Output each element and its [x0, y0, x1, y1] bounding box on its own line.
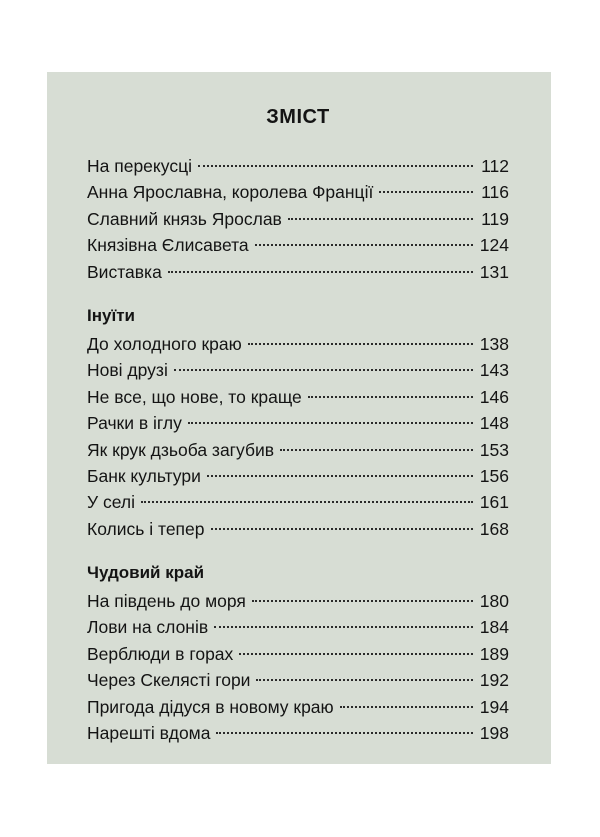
- toc-entry-label: Виставка: [87, 261, 162, 282]
- dot-leader: [174, 369, 473, 371]
- toc-entry-label: Нові друзі: [87, 360, 168, 381]
- toc-entry-page: 119: [481, 208, 509, 229]
- toc-entry-page: 138: [479, 333, 509, 354]
- toc-entry-label: На перекусці: [87, 156, 192, 176]
- toc-entry: [87, 259, 509, 285]
- toc-section: [87, 560, 509, 746]
- toc-entry: [87, 357, 509, 383]
- toc-entry-label: Верблюди в горах: [87, 643, 234, 664]
- toc-entry-label: До холодного краю: [87, 333, 242, 354]
- toc-entry-page: 148: [479, 413, 509, 434]
- toc-entry-label: Славний князь Ярослав: [87, 208, 282, 229]
- toc-entry-label: Пригода дідуся в новому краю: [87, 696, 334, 717]
- dot-leader: [280, 449, 473, 451]
- toc-entry: [87, 641, 509, 667]
- toc-entry: [87, 694, 509, 720]
- toc-entry: [87, 410, 509, 436]
- toc-entry-label: Нарешті вдома: [87, 723, 211, 744]
- toc-entry-page: 198: [479, 723, 509, 744]
- toc-entry-page: 184: [479, 617, 509, 638]
- toc-section: [87, 303, 509, 542]
- toc-entry: [87, 614, 509, 640]
- book-page: [47, 72, 551, 764]
- toc-entry: [87, 232, 509, 258]
- toc-entry-label: Через Скелясті гори: [87, 670, 251, 691]
- toc-entry-page: 189: [479, 643, 509, 664]
- toc-entry: [87, 720, 509, 746]
- toc-entry-page: 116: [481, 182, 509, 203]
- toc-section: [87, 153, 509, 285]
- toc-entry-page: 194: [479, 696, 509, 717]
- toc-entry: [87, 206, 509, 232]
- dot-leader: [252, 600, 473, 602]
- dot-leader: [216, 732, 473, 734]
- dot-leader: [214, 626, 473, 628]
- toc-entry-label: Як крук дзьоба загубив: [87, 439, 275, 460]
- toc-entry-page: 192: [479, 670, 509, 691]
- toc-entry: [87, 179, 509, 205]
- dot-leader: [288, 218, 473, 220]
- toc-entry-label: Не все, що нове, то краще: [87, 386, 302, 407]
- toc-entry-page: 153: [479, 439, 509, 460]
- toc-entry: [87, 437, 509, 463]
- dot-leader: [207, 475, 473, 477]
- toc-entry-label: На південь до моря: [87, 591, 246, 612]
- toc-entry-page: 143: [479, 360, 509, 381]
- dot-leader: [239, 653, 473, 655]
- toc-entry: [87, 667, 509, 693]
- dot-leader: [211, 528, 473, 530]
- dot-leader: [379, 191, 473, 193]
- section-title: Чудовий край: [87, 563, 205, 583]
- toc-entry-page: 180: [479, 591, 509, 612]
- toc-entry-label: У селі: [87, 492, 135, 513]
- toc-entry-page: 146: [479, 386, 509, 407]
- dot-leader: [141, 501, 473, 503]
- toc-entry: [87, 331, 509, 357]
- toc-entry-label: Колись і тепер: [87, 518, 205, 539]
- section-title: Інуїти: [87, 305, 136, 325]
- toc-entry-page: 131: [479, 261, 509, 282]
- toc-entry: [87, 489, 509, 515]
- table-of-contents: [87, 153, 509, 746]
- toc-entry-label: Лови на слонів: [87, 617, 209, 638]
- toc-entry: [87, 516, 509, 542]
- toc-entry-label: Рачки в іглу: [87, 413, 182, 434]
- toc-entry-page: 161: [479, 492, 509, 513]
- toc-entry-label: Князівна Єлисавета: [87, 235, 249, 256]
- dot-leader: [308, 396, 473, 398]
- toc-entry-label: Банк культури: [87, 465, 201, 486]
- toc-entry-page: 112: [481, 156, 509, 176]
- toc-entry-label: Анна Ярославна, королева Франції: [87, 182, 374, 203]
- dot-leader: [198, 165, 473, 167]
- dot-leader: [168, 271, 473, 273]
- toc-entry-page: 156: [479, 465, 509, 486]
- toc-entry: [87, 588, 509, 614]
- toc-entry: [87, 463, 509, 489]
- dot-leader: [248, 343, 473, 345]
- dot-leader: [255, 244, 473, 246]
- dot-leader: [256, 679, 473, 681]
- toc-entry: [87, 384, 509, 410]
- dot-leader: [340, 706, 473, 708]
- dot-leader: [188, 422, 473, 424]
- toc-entry: [87, 153, 509, 179]
- toc-entry-page: 168: [479, 518, 509, 539]
- toc-entry-page: 124: [479, 235, 509, 256]
- page-title: ЗМІСТ: [266, 106, 330, 128]
